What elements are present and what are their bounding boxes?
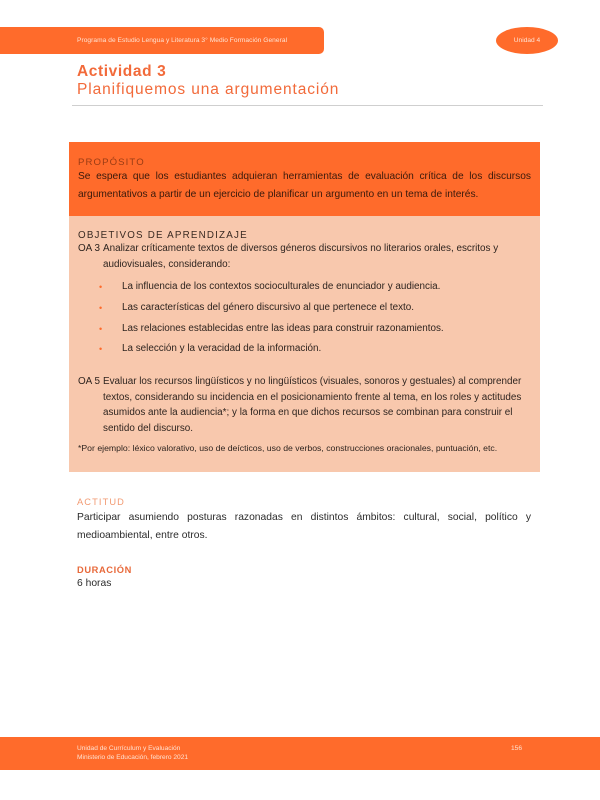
header-banner [0,27,324,54]
list-item [99,319,540,340]
objective-code: OA 3 [78,243,100,254]
list-item [99,298,540,319]
attitude-label: ACTITUD [77,497,125,507]
list-item [99,339,540,360]
bullet-icon: • [99,282,103,292]
footer-ministry: Ministerio de Educación, febrero 2021 [77,754,189,761]
list-item-text: Las características del género discursivo al que pertenece el texto. [122,301,415,313]
objectives-label: OBJETIVOS DE APRENDIZAJE [78,230,248,241]
duration-label: DURACIÓN [77,565,132,575]
purpose-section [69,142,540,216]
footer-banner [0,737,600,770]
footer-unit: Unidad de Currículum y Evaluación [77,745,181,752]
activity-title: Planifiquemos una argumentación [77,81,340,98]
program-title: Programa de Estudio Lengua y Literatura 3° Medio Formación General [77,37,288,44]
objective-text: Analizar críticamente textos de diversos géneros discursivos no literarios orales, escritos y audiovisuales, considerando: [103,243,499,270]
objectives-section [69,216,540,472]
objective-oa3 [78,241,540,272]
bullet-icon: • [99,344,103,355]
unit-badge [496,27,558,54]
objective-code: OA 5 [78,376,100,388]
objective-criteria-list [78,277,540,360]
objectives-footnote: *Por ejemplo: léxico valorativo, uso de deícticos, uso de verbos, construcciones oracionales, puntuación, etc. [78,443,498,454]
objective-oa5 [78,374,540,436]
bullet-icon: • [99,302,103,313]
unit-label: Unidad 4 [513,37,541,44]
title-divider [72,105,543,106]
purpose-text: Se espera que los estudiantes adquieran herramientas de evaluación crítica de los discursos argumentativos a partir de un ejercicio de planificar un argumento en un tema de interés. [78,171,531,200]
list-item-text: La influencia de los contextos socioculturales de enunciador y audiencia. [122,281,441,292]
bullet-icon: • [99,323,103,334]
objective-text: Evaluar los recursos lingüísticos y no lingüísticos (visuales, sonoros y gestuales) al comprender textos, considerando su incidencia en el posicionamiento frente al tema, en los roles y actitudes asumidos ante la audiencia*; y la forma en que dichos recursos se combinan para construir el sentido del discurso. [103,376,522,434]
activity-info-box [69,142,540,472]
purpose-label: PROPÓSITO [78,157,145,168]
attitude-text: Participar asumiendo posturas razonadas en distintos ámbitos: cultural, social, político y medioambiental, entre otros. [77,512,531,541]
duration-value: 6 horas [77,578,112,589]
activity-number: Actividad 3 [77,63,167,80]
page-number: 156 [511,745,523,752]
list-item [99,277,540,298]
list-item-text: La selección y la veracidad de la información. [122,343,322,355]
list-item-text: Las relaciones establecidas entre las ideas para construir razonamientos. [122,322,444,334]
